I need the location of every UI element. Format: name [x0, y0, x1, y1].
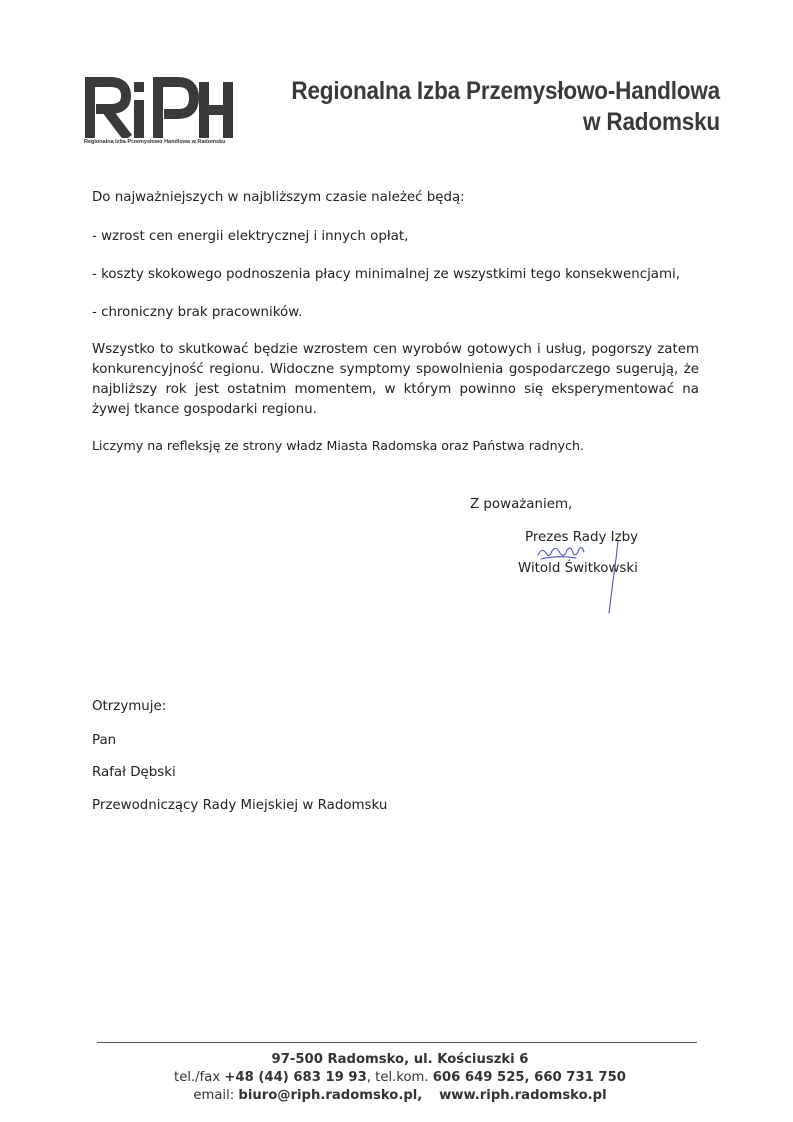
- recipient-name: Rafał Dębski: [92, 765, 176, 780]
- mobile-number: 606 649 525, 660 731 750: [432, 1070, 626, 1085]
- phone-label: tel./fax: [174, 1070, 221, 1085]
- salutation: Z poważaniem,: [470, 497, 573, 512]
- footer-address-text: 97-500 Radomsko, ul. Kościuszki 6: [271, 1052, 529, 1067]
- email-label: email:: [193, 1088, 235, 1103]
- recipient-position: Przewodniczący Rady Miejskiej w Radomsku: [92, 798, 388, 813]
- signer-role: Prezes Rady Izby: [525, 530, 639, 545]
- bullet-item: - chroniczny brak pracowników.: [92, 305, 303, 320]
- recipient-title: Pan: [92, 733, 117, 748]
- signer-name: Witold Świtkowski: [518, 561, 638, 576]
- bullet-item: - koszty skokowego podnoszenia płacy minimalnej ze wszystkimi tego konsekwencjami,: [92, 267, 681, 282]
- website-link[interactable]: www.riph.radomsko.pl: [439, 1088, 607, 1103]
- riph-logo-icon: [84, 76, 234, 138]
- phone-number: +48 (44) 683 19 93: [224, 1070, 367, 1085]
- bullet-item: - wzrost cen energii elektrycznej i innych opłat,: [92, 229, 409, 244]
- footer-phones: tel./fax +48 (44) 683 19 93, tel.kom. 606 649 525, 660 731 750: [174, 1070, 626, 1085]
- signature-icon: [536, 541, 626, 621]
- main-paragraph: Wszystko to skutkować będzie wzrostem cen wyrobów gotowych i usług, pogorszy zatem konkurencyjność regionu. Widoczne symptomy spowolnienia gospodarczego sugerują, że najbliższy rok jest ostatnim momentem, w którym powinno się eksperymentować na żywej tkance gospodarki regionu.: [92, 342, 699, 417]
- footer-contact: [100, 1088, 700, 1103]
- email-link[interactable]: biuro@riph.radomsko.pl,: [238, 1088, 423, 1103]
- intro-text: Do najważniejszych w najbliższym czasie należeć będą:: [92, 190, 465, 205]
- footer-divider: [97, 1042, 697, 1043]
- footer-address: [100, 1052, 700, 1067]
- recipient-label: Otrzymuje:: [92, 699, 167, 714]
- organization-name: [288, 76, 720, 138]
- organization-name-line2: w Radomsku: [583, 108, 720, 136]
- mobile-label: tel.kom.: [375, 1070, 429, 1085]
- handwritten-signature: [536, 541, 626, 625]
- closing-request: Liczymy na refleksję ze strony władz Miasta Radomska oraz Państwa radnych.: [92, 438, 584, 453]
- logo-caption: Regionalna Izba Przemysłowo Handlowa w Radomsku: [84, 139, 226, 145]
- organization-name-line1: Regionalna Izba Przemysłowo-Handlowa: [291, 77, 720, 105]
